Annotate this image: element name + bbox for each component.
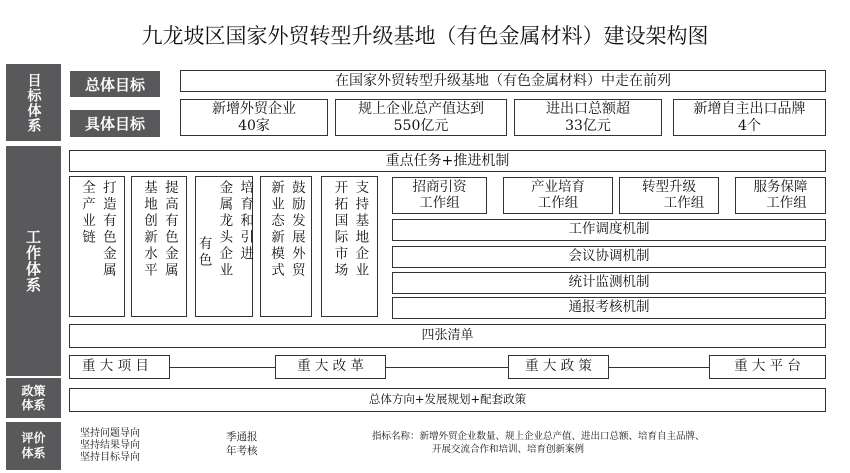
section-eval-label: 评价体系	[21, 431, 46, 460]
specific-goal-4-line2: 4个	[738, 117, 761, 134]
group-investment	[392, 177, 487, 214]
group-service-line2: 工作组	[766, 194, 807, 211]
task-3-col3: 有色	[195, 236, 212, 269]
eval-indicators-line1: 指标名称：新增外贸企业数量、规上企业总产值、进出口总额、培育自主品牌、	[372, 431, 705, 442]
policy-text: 总体方向+发展规划+配套政策	[69, 388, 826, 412]
major-reforms: 重 大 改 革	[275, 355, 386, 379]
task-5-col2: 开拓国际市场	[331, 180, 348, 279]
eval-report-annual: 年考核	[226, 445, 258, 457]
specific-goal-2-line2: 550亿元	[393, 117, 449, 134]
eval-orientation-2: 坚持结果导向	[80, 440, 140, 451]
eval-indicators-line2: 开展交流合作和培训、培育创新案例	[432, 444, 585, 455]
task-1	[69, 176, 125, 317]
task-3-col1: 培育和引进	[237, 180, 254, 263]
eval-report-quarterly: 季通报	[226, 431, 258, 443]
specific-goal-2-line1: 规上企业总产值达到	[358, 101, 484, 118]
major-platforms: 重 大 平 台	[709, 355, 826, 379]
group-investment-line1: 招商引资	[412, 178, 467, 195]
task-5-col1: 支持基地企业	[352, 180, 369, 279]
task-4-col2: 新业态新模式	[268, 180, 284, 279]
section-work	[6, 146, 61, 376]
group-industry	[503, 177, 613, 214]
task-1-col1: 打造有色金属	[99, 180, 116, 279]
major-policies: 重 大 政 策	[508, 355, 609, 379]
specific-goal-3-line2: 33亿元	[565, 117, 611, 134]
mechanism-statistics: 统计监测机制	[392, 272, 826, 294]
task-2-col1: 提高有色金属	[161, 180, 178, 279]
section-work-label: 工作体系	[24, 229, 42, 293]
task-3	[195, 176, 253, 317]
eval-indicators	[372, 430, 705, 456]
task-1-col2: 全产业链	[79, 180, 95, 246]
specific-goal-1	[180, 99, 328, 136]
page-title: 九龙坡区国家外贸转型升级基地（有色金属材料）建设架构图	[141, 24, 709, 48]
task-2-col2: 基地创新水平	[141, 180, 157, 279]
specific-goal-label: 具体目标	[70, 110, 160, 137]
section-eval	[6, 422, 61, 470]
mechanism-dispatch: 工作调度机制	[392, 219, 826, 241]
specific-goal-3-line1: 进出口总额超	[546, 101, 630, 118]
overall-goal-label: 总体目标	[70, 71, 160, 97]
eval-orientations	[80, 428, 140, 464]
task-4-col1: 鼓励发展外贸	[288, 180, 305, 279]
overall-goal-text: 在国家外贸转型升级基地（有色金属材料）中走在前列	[180, 70, 826, 92]
task-4	[260, 176, 312, 317]
specific-goal-4	[673, 99, 826, 136]
group-upgrade-line1: 转型升级	[642, 178, 696, 195]
group-industry-line2: 工作组	[537, 194, 579, 211]
task-5	[321, 176, 378, 317]
task-3-col2: 金属龙头企业	[216, 180, 233, 279]
group-investment-line2: 工作组	[419, 194, 460, 211]
group-service-line1: 服务保障	[753, 178, 808, 195]
major-projects: 重 大 项 目	[69, 355, 170, 379]
mechanism-coordination: 会议协调机制	[392, 246, 826, 268]
group-service	[735, 177, 826, 214]
group-upgrade	[619, 177, 719, 214]
work-header: 重点任务+推进机制	[69, 150, 826, 172]
specific-goal-3	[514, 99, 662, 136]
specific-goal-4-line1: 新增自主出口品牌	[693, 101, 806, 118]
section-goal	[6, 64, 61, 141]
section-policy	[6, 378, 61, 418]
task-2	[131, 176, 187, 317]
group-upgrade-line2: 工作组	[663, 194, 705, 211]
mechanism-assessment: 通报考核机制	[392, 297, 826, 319]
group-industry-line1: 产业培育	[531, 178, 585, 195]
four-lists: 四张清单	[69, 324, 826, 348]
specific-goal-1-line1: 新增外贸企业	[212, 101, 296, 118]
section-policy-label: 政策体系	[21, 383, 46, 412]
specific-goal-1-line2: 40家	[238, 117, 270, 134]
eval-reports	[226, 430, 258, 458]
eval-orientation-1: 坚持问题导向	[80, 428, 140, 439]
eval-orientation-3: 坚持目标导向	[80, 452, 140, 463]
section-goal-label: 目标体系	[25, 72, 42, 133]
specific-goal-2	[335, 99, 507, 136]
